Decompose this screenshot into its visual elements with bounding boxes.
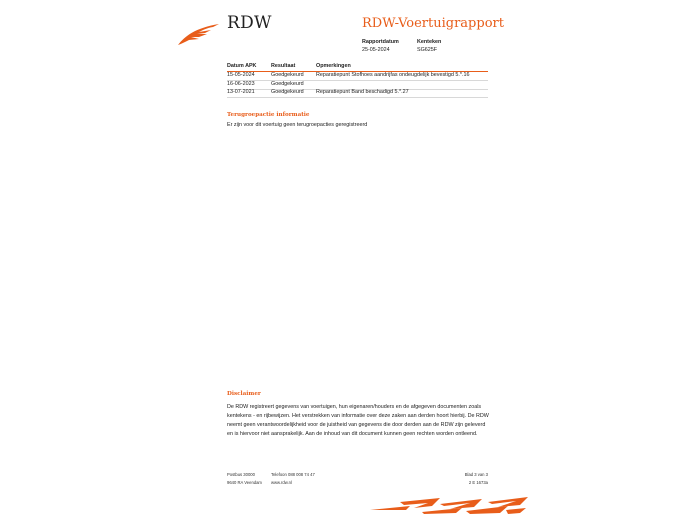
recall-text: Er zijn voor dit voertuig geen terugroepacties geregistreerd — [227, 122, 368, 128]
footer-postbus: Postbus 30000 — [227, 472, 255, 477]
row-divider — [227, 97, 488, 98]
rdw-stripes-icon — [370, 496, 530, 514]
footer-city: 9640 RA Veendam — [227, 480, 262, 485]
footer-code: 2 E 1673a — [468, 480, 488, 485]
table-cell: Goedgekeurd — [271, 89, 304, 95]
kenteken-label: Kenteken — [417, 39, 442, 45]
apk-table — [227, 63, 488, 99]
table-cell: 13-07-2021 — [227, 89, 255, 95]
rapportdatum-label: Rapportdatum — [362, 39, 399, 45]
table-cell: Goedgekeurd — [271, 81, 304, 87]
table-header-resultaat: Resultaat — [271, 63, 296, 69]
recall-title: Terugroepactie informatie — [227, 112, 310, 118]
disclaimer-text: De RDW registreert gegevens van voertuigen, hun eigenaren/houders en de afgegeven documenten zoals kentekens - en rijbewijzen. Het verstrekken van informatie over deze zaken aan derden hoort hierbij. De RDW neemt geen verantwoordelijkheid voor de juistheid van gegevens die door derden aan de RDW zijn geleverd en is hiervoor niet aansprakelijk. Aan de inhoud van dit document kunnen geen rechten worden ontleend. — [227, 404, 489, 437]
table-cell: Reparatiepunt Band beschadigd 5.*.27 — [316, 89, 409, 95]
table-cell: Goedgekeurd — [271, 72, 304, 78]
footer-telefoon: Telefoon 088 008 74 47 — [271, 472, 315, 477]
table-cell: Reparatiepunt Stofhoes aandrijfas ondeugdelijk bevestigd 5.*.16 — [316, 72, 470, 78]
table-cell: 15-05-2024 — [227, 72, 255, 78]
row-divider — [227, 80, 488, 81]
table-header-datum: Datum APK — [227, 63, 257, 69]
report-title: RDW-Voertuigrapport — [362, 16, 504, 31]
kenteken-value: SG625F — [417, 47, 438, 53]
rdw-logo-icon — [177, 22, 221, 46]
footer-website[interactable]: www.rdw.nl — [271, 480, 292, 485]
table-cell: 16-06-2023 — [227, 81, 255, 87]
brand-name: RDW — [227, 13, 272, 33]
table-header-opmerkingen: Opmerkingen — [316, 63, 351, 69]
rapportdatum-value: 25-05-2024 — [362, 47, 390, 53]
footer-page: Blad 3 van 3 — [464, 472, 488, 477]
disclaimer-title: Disclaimer — [227, 391, 261, 397]
